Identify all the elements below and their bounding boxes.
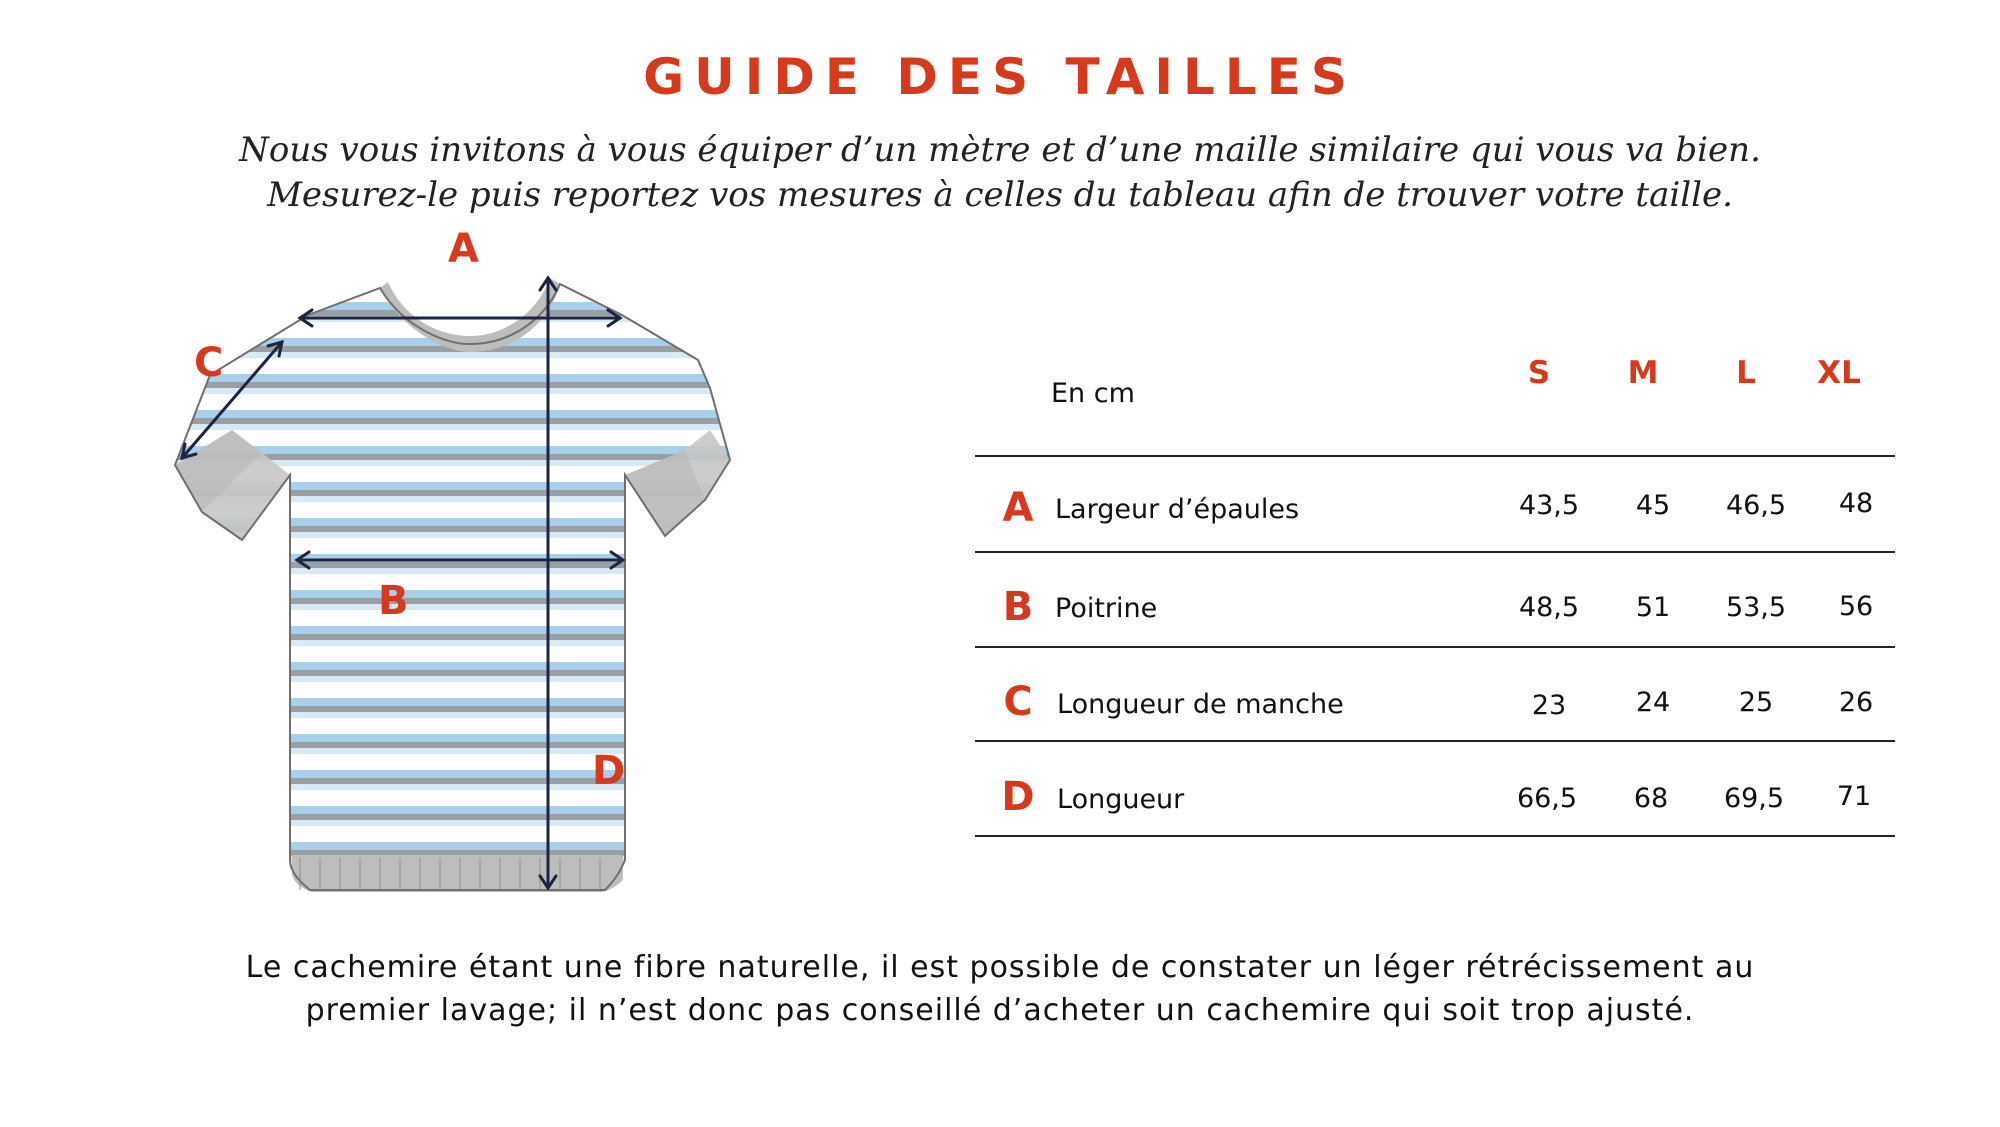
row-letter: B [1002,584,1034,630]
row-letter: A [1002,485,1034,531]
intro-line-2: Mesurez-le puis reportez vos mesures à celles du tableau afin de trouver votre taille. [267,175,1733,215]
row-label: Longueur [1057,784,1185,815]
value-l: 25 [1738,687,1774,718]
size-header-xl: XL [1817,355,1861,391]
label-c: C [194,340,224,386]
value-m: 68 [1633,783,1669,814]
label-a: A [448,226,479,272]
table-divider [975,740,1895,742]
table-divider [975,835,1895,837]
value-l: 69,5 [1723,783,1785,814]
measurement-diagram [160,226,760,920]
size-header-m: M [1627,355,1659,391]
value-xl: 26 [1838,687,1874,718]
table-divider [975,455,1895,457]
row-label: Largeur d’épaules [1055,494,1300,525]
value-xl: 71 [1836,781,1872,812]
value-s: 23 [1531,690,1567,721]
size-header-l: L [1736,355,1756,391]
row-label: Longueur de manche [1057,689,1344,720]
value-s: 48,5 [1518,592,1580,623]
table-divider [975,646,1895,648]
value-m: 24 [1635,687,1671,718]
value-xl: 48 [1838,488,1874,519]
care-note-line-2: premier lavage; il n’est donc pas conseillé d’acheter un cachemire qui soit trop ajusté. [305,993,1695,1028]
unit-label: En cm [1051,378,1135,409]
intro-line-1: Nous vous invitons à vous équiper d’un mètre et d’une maille similaire qui vous va bien. [239,130,1761,170]
striped-tshirt-icon [160,260,760,920]
value-l: 53,5 [1725,592,1787,623]
page-title: GUIDE DES TAILLES [643,48,1357,106]
row-label: Poitrine [1055,593,1158,624]
label-b: B [378,578,409,624]
table-divider [975,551,1895,553]
value-s: 43,5 [1518,490,1580,521]
value-s: 66,5 [1516,783,1578,814]
row-letter: D [1001,774,1035,820]
row-letter: C [1003,679,1033,725]
value-l: 46,5 [1725,490,1787,521]
value-m: 45 [1635,490,1671,521]
size-header-s: S [1527,355,1551,391]
value-xl: 56 [1838,591,1874,622]
label-d: D [592,748,626,794]
size-table [975,340,1895,860]
care-note-line-1: Le cachemire étant une fibre naturelle, il est possible de constater un léger rétrécissement au [245,950,1755,985]
value-m: 51 [1635,592,1671,623]
